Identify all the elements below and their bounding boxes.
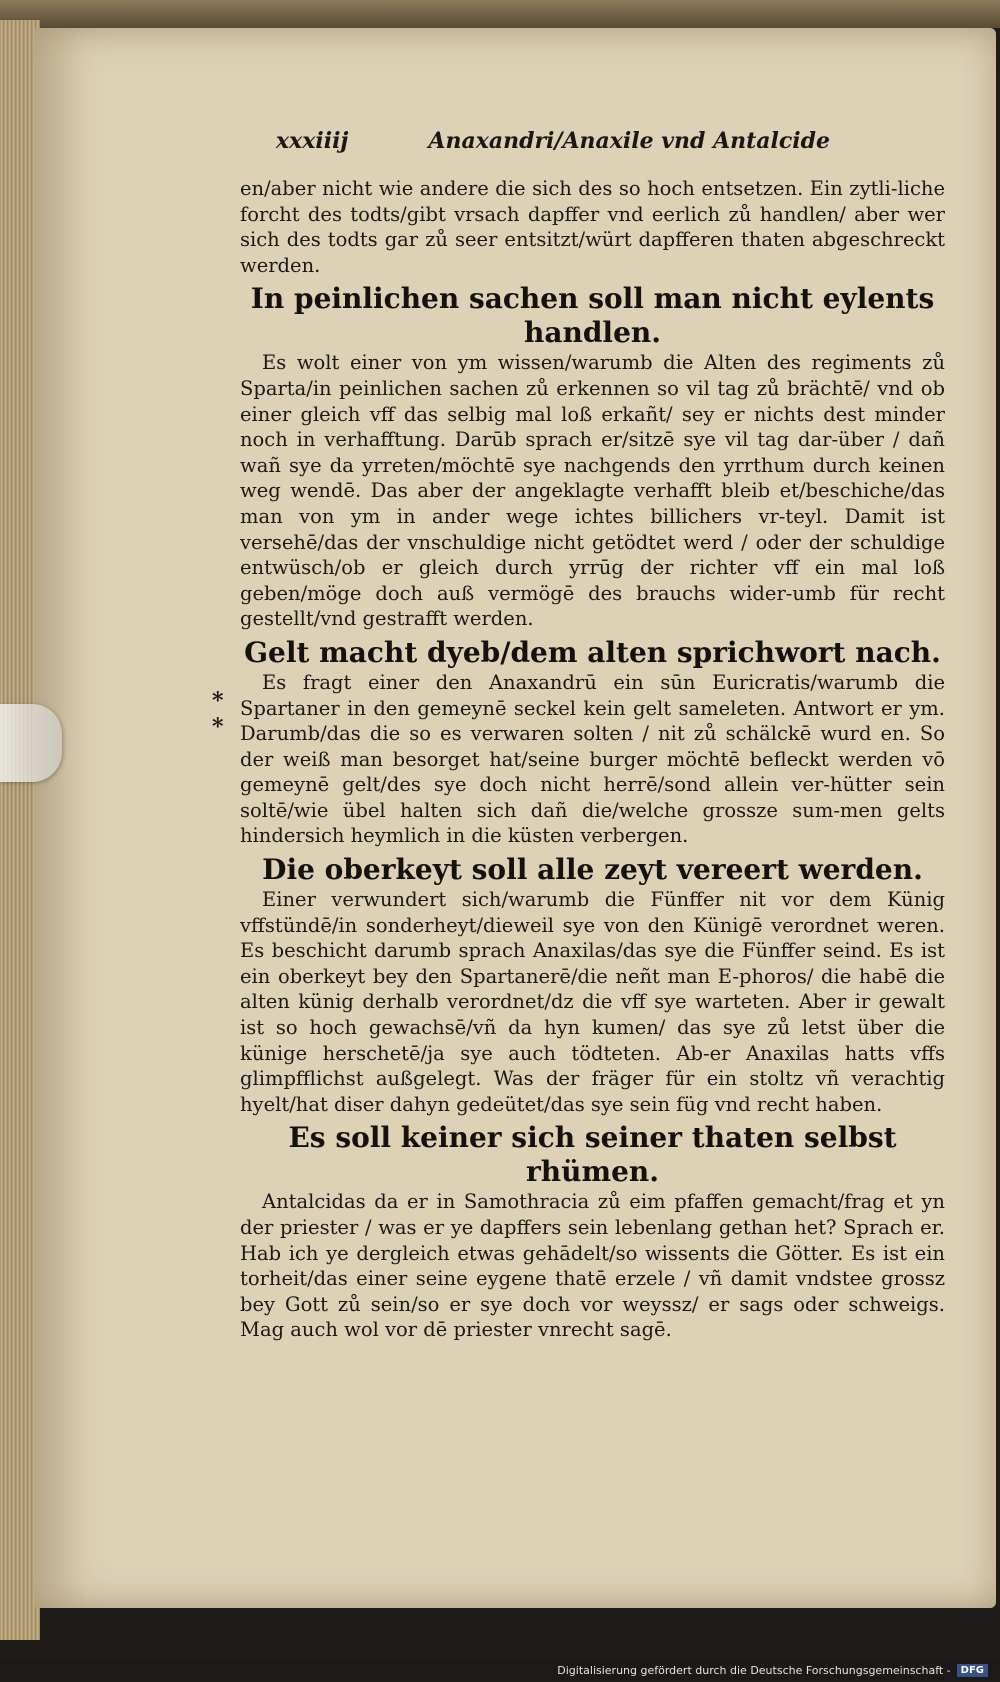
paragraph: Einer verwundert sich/warumb die Fünffer nit vor dem Künig vffstündē/in sonderheyt/dieweil sye von den Künigē verordnet weren. Es beschicht darumb sprach Anaxilas/das sye die Fünffer seind. Es ist ein oberkeyt bey den Spartanerē/die neñt man E-phoros/ die habē die alten künig derhalb verordnet/dz die vff sye warteten. Aber ir gewalt ist so hoch gewachsē/vñ da hyn kumen/ das sye zů letst über die künige herschetē/ja sye auch tödteten. Ab-er Anaxilas hatts vffs glimpfflichst außgelegt. Was der fräger für ein stoltz vñ verachtig hyelt/hat diser dahyn gedeütet/das sye sein füg vnd recht haben. (240, 888, 945, 1116)
section-heading: In peinlichen sachen soll man nicht eylents handlen. (250, 282, 935, 350)
book-top-edge (0, 0, 1000, 28)
footer-credit: Digitalisierung gefördert durch die Deutsche Forschungsgemeinschaft - (557, 1663, 951, 1677)
margin-asterisk: * (212, 714, 224, 740)
page-clip (0, 704, 62, 782)
main-text (240, 176, 945, 1343)
running-title: Anaxandri/Anaxile vnd Antalcide (428, 128, 831, 154)
section-heading: Die oberkeyt soll alle zeyt vereert werden. (262, 853, 923, 887)
digitization-footer (0, 1658, 1000, 1682)
section-heading: Es soll keiner sich seiner thaten selbst rhümen. (288, 1121, 897, 1189)
paragraph: Antalcidas da er in Samothracia zů eim pfaffen gemacht/frag et yn der priester / was er ye dapffers sein lebenlang gethan het? Sprach er. Hab ich ye dergleich etwas gehādelt/so wissents die Götter. Es ist ein torheit/das einer seine eygene thatē erzele / vñ damit vndstee grossz bey Gott zů sein/so er sye doch vor weyssz/ er sags oder schweigs. Mag auch wol vor dē priester vnrecht sagē. (240, 1190, 945, 1342)
paragraph: en/aber nicht wie andere die sich des so hoch entsetzen. Ein zytli-liche forcht des todts/gibt vrsach dapffer vnd eerlich zů handlen/ aber wer sich des todts gar zů seer entsitzt/würt dapfferen thaten abgeschreckt werden. (240, 177, 945, 277)
dfg-logo: DFG (957, 1664, 988, 1677)
margin-asterisk: * (212, 688, 224, 714)
page-header (276, 128, 836, 158)
folio-number: xxxiiij (276, 128, 349, 154)
paragraph: Es wolt einer von ym wissen/warumb die Alten des regiments zů Sparta/in peinlichen sachen zů erkennen so vil tag zů brächtē/ vnd ob einer gleich vff das selbig mal loß erkañt/ sey er nichts dest minder noch in verhafftung. Darūb sprach er/sitzē sye vil tag dar-über / dañ wañ sye da yrreten/möchtē sye nachgends den yrrthum durch keinen weg wendē. Das aber der angeklagte verhafft bleib et/beschiche/das man von ym in ander wege ichtes billichers vr-teyl. Damit ist versehē/das der vnschuldige nicht getödtet werd / oder der schuldige entwüsch/ob er gleich durch yrrūg der richter vff ein mal loß geben/möge doch auß vermögē des brauchs wider-umb für recht gestellt/vnd gestrafft werden. (240, 351, 945, 631)
section-heading: Gelt macht dyeb/dem alten sprichwort nach. (244, 635, 941, 669)
paragraph: Es fragt einer den Anaxandrū ein sūn Euricratis/warumb die Spartaner in den gemeynē seckel kein gelt sameleten. Antwort er ym. Darumb/das die so es verwaren solten / nit zů schälckē wurd en. So der weiß man besorget hat/seine burger möchtē befleckt werden vō gemeynē gelt/des sye doch nicht herrē/sond allein ver-hütter sein soltē/wie übel halten sich dañ die/welche grossze sum-men gelts hindersich heymlich in die küsten verbergen. (240, 670, 945, 848)
